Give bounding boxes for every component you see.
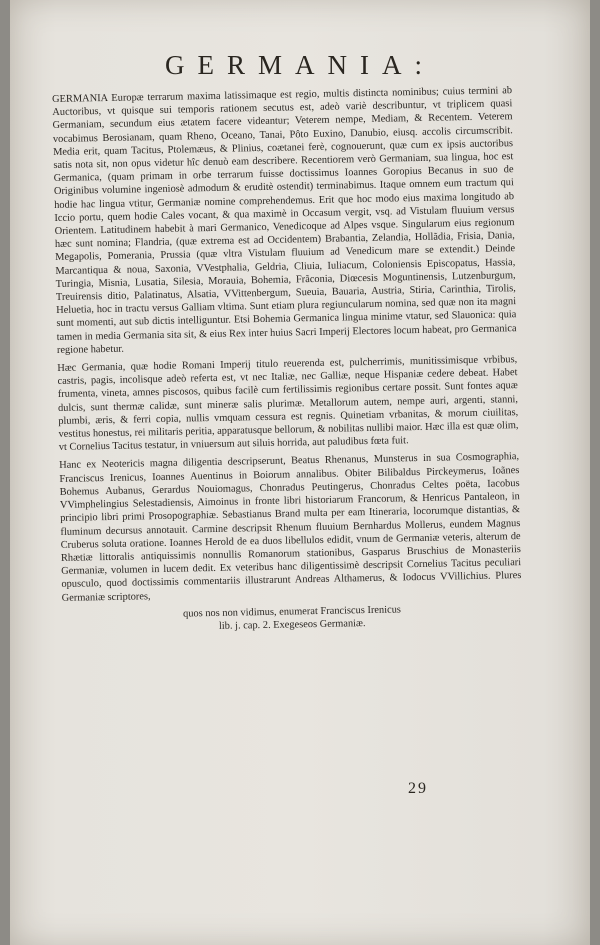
- paragraph-3: Hanc ex Neotericis magna diligentia descripserunt, Beatus Rhenanus, Munsterus in sua Cosmographia, Franciscus Irenicus, Ioannes Auentinus in Boiorum annalibus. Obiter Bilibaldus Pirckeymerus, Ioãnes Bohemus Aubanus, Gerardus Nouiomagus, Chonradus Peutingerus, Chonradus Celtes poëta, Iacobus VVimphelingius Selestadiensis, Aimoinus in fronte libri historiarum Francorum, & Henricus Pantaleon, in principio libri primi Prosopographiæ. Sebastianus Brand multa per eam Itineraria, locorumque distantias, & fluminum decursus annotauit. Carmine descripsit Rhenum fluuium Bernhardus Mollerus, eundem Magnus Cruberus soluta oratione. Ioannes Herold de ea duos libellulos edidit, vnum de Germaniæ veteris, alterum de Rhætiæ littoralis antiquissimis nonnullis Romanorum stationibus, Gasparus Bruschius de Monasteriis Germaniæ, volumen in lucem dedit. Ex veteribus hanc diligentissimè descripsit Cornelius Tacitus peculiari opusculo, quod doctissimis commentariis illustrarunt Andreas Althamerus, & Iodocus VVillichius. Plures Germaniæ scriptores,: [59, 451, 522, 604]
- paragraph-1: GERMANIA Europæ terrarum maxima latissimaque est regio, multis distincta nominibus; cuius termini ab Auctoribus, vt quisque sui temporis rationem secutus est, adeò variè describuntur, vt triplicem quasi Germaniam, secundum eius ætatem facere videantur; Veterem nempe, Mediam, & Recentem. Veterem vocabimus Berosianam, quam Rheno, Oceano, Tanai, Pôto Euxino, Danubio, eiusq. accolis circumscribit. Media erit, quam Tacitus, Ptolemæus, & Plinius, coætanei ferè, cognouerunt, quæ cum ex ipsis auctoribus satis nota sit, non opus videtur hîc denuò eam describere. Recentiorem verò Germaniam, sua lingua, hoc est Germanica, (quam primam in orbe terrarum fuisse doctissimus Ioannes Goropius Becanus in suo de Originibus volumine ingeniosè admodum & eruditè ostendit) terminabimus. Itaque omnem eum tractum qui hodie hac lingua vtitur, Germaniæ nomine comprehendemus. Erit que hoc modo eius maxima longitudo ab Iccio portu, quem hodie Cales vocant, & qua maximè in Occasum vergit, vsq. ad Vistulam fluuium versus Orientem. Latitudinem habebit à mari Germanico, Venedicoque ad Alpes vsque. Singularum eius regionum hæc sunt nomina; Flandria, (quæ extrema est ad Occidentem) Brabantia, Zelandia, Hollãdia, Frisia, Dania, Megapolis, Pomerania, Prussia (quæ vltra Vistulam fluuium ad Venedicum mare se extendit.) Deinde Marcantiqua & noua, Saxonia, VVestphalia, Geldria, Cliuia, Iuliacum, Coloniensis Episcopatus, Hassia, Turingia, Misnia, Lusatia, Silesia, Morauia, Bohemia, Frãconia, Diœcesis Moguntinensis, Lutzenburgum, Treuirensis ditio, Palatinatus, Alsatia, VVittenbergum, Sueuia, Bauaria, Austria, Stiria, Carinthia, Tirolis, Heluetia, hoc in tractu versus Galliam vltima. Sunt etiam plura regiuncularum nomina, sed quæ non ita magni sunt momenti, aut sub dictis intelliguntur. Etsi Bohemia Germanica lingua minime vtatur, sed Slauonica: quia tamen in media Germania sita sit, & eius Rex inter huius Sacri Imperij Electores locum habeat, pro Germanica regione habetur.: [52, 85, 517, 356]
- closing-line-1: quos nos non vidimus, enumerat Franciscus Irenicus: [182, 604, 402, 620]
- page-title: GERMANIA:: [165, 50, 435, 80]
- paragraph-2: Hæc Germania, quæ hodie Romani Imperij titulo reuerenda est, pulcherrimis, munitissimisque vrbibus, castris, pagis, incolisque adeò referta est, vt nec Italiæ, nec Galliæ, neque Hispaniæ cedere debeat. Habet frumenta, vineta, amnes piscosos, quibus facilè cum fertilissimis regionibus certare possit. Sunt fontes aquæ dulcis, sunt thermæ calidæ, sunt mineræ salis plurimæ. Metallorum autem, nempe auri, argenti, stanni, plumbi, æris, & ferri copia, nullis vmquam cessura est regnis. Quinetiam vrbanitas, & morum ciuilitas, vestitus honestus, rei militaris peritia, apparatusque bellorum, & nobilitas nullibi maior. Hæc illa est quæ olim, vt Cornelius Tacitus testatur, in vniuersum aut siluis horrida, aut paludibus fœta fuit.: [57, 354, 519, 454]
- page-number: 29: [408, 780, 428, 797]
- closing-line-2: lib. j. cap. 2. Exegeseos Germaniæ.: [218, 618, 366, 632]
- body-text: [52, 84, 522, 636]
